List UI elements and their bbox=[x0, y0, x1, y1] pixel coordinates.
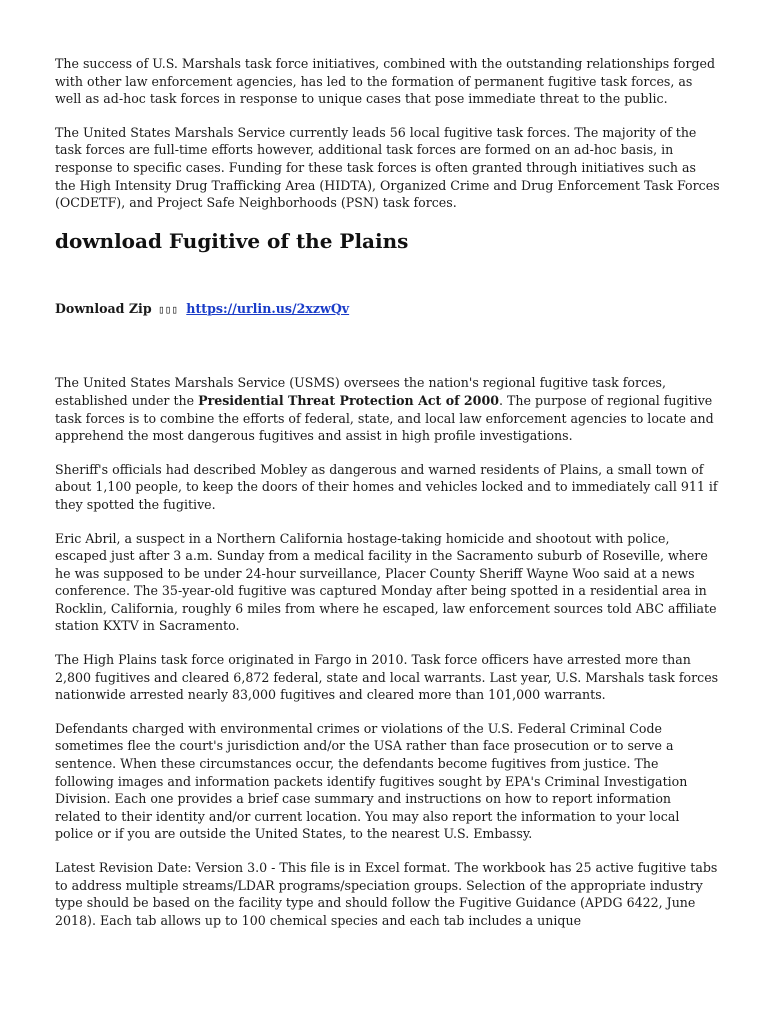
spacer bbox=[55, 318, 720, 374]
body-paragraph-mobley: Sheriff's officials had described Mobley as dangerous and warned residents of Plains, a small town of about 1,100 people, to keep the doors of their homes and vehicles locked and to immediately call 911 if they spotted the fugitive. bbox=[55, 461, 718, 512]
intro-paragraph-1: The success of U.S. Marshals task force initiatives, combined with the outstanding relationships forged with other law enforcement agencies, has led to the formation of permanent fugitive task forces, as well as ad-hoc task forces in response to unique cases that pose immediate threat to the public. bbox=[55, 56, 716, 107]
body-paragraph-epa: Defendants charged with environmental crimes or violations of the U.S. Federal Criminal Code sometimes flee the court's jurisdiction and/or the USA rather than face prosecution or to serve a sentence. When these circumstances occur, the defendants become fugitives from justice. The following images and information packets identify fugitives sought by EPA's Criminal Investigation Division. Each one provides a brief case summary and instructions on how to report information related to their identity and/or current location. You may also report the information to your local police or if you are outside the United States, to the nearest U.S. Embassy. bbox=[55, 720, 688, 842]
usms-text-start: The United States Marshals Service (USMS) oversees the nation's regional fugitive task forces, established under the bbox=[55, 375, 666, 408]
page-heading: download Fugitive of the Plains bbox=[55, 228, 409, 253]
body-paragraph-high-plains: The High Plains task force originated in Fargo in 2010. Task force officers have arrested more than 2,800 fugitives and cleared 6,872 federal, state and local warrants. Last year, U.S. Marshals task forces nationwide arrested nearly 83,000 fugitives and cleared more than 101,000 warrants. bbox=[55, 652, 719, 703]
intro-paragraph-2: The United States Marshals Service currently leads 56 local fugitive task forces. The majority of the task forces are full-time efforts however, additional task forces are formed on an ad-hoc basis, in response to specific cases. Funding for these task forces is often granted through initiatives such as the High Intensity Drug Trafficking Area (HIDTA), Organized Crime and Drug Enforcement Task Forces (OCDETF), and Project Safe Neighborhoods (PSN) task forces. bbox=[55, 124, 720, 211]
body-paragraph-usms bbox=[55, 374, 720, 444]
download-label: Download Zip bbox=[55, 300, 152, 316]
body-paragraph-abril: Eric Abril, a suspect in a Northern California hostage-taking homicide and shootout with police, escaped just after 3 a.m. Sunday from a medical facility in the Sacramento suburb of Roseville, where he was supposed to be under 24-hour surveillance, Placer County Sheriff Wayne Woo said at a news conference. The 35-year-old fugitive was captured Monday after being spotted in a residential area in Rocklin, California, roughly 6 miles from where he escaped, law enforcement sources told ABC affiliate station KXTV in Sacramento. bbox=[55, 530, 717, 634]
act-name-bold: Presidential Threat Protection Act of 2000 bbox=[198, 392, 499, 408]
document-page bbox=[55, 55, 720, 945]
download-link[interactable]: https://urlin.us/2xzwQv bbox=[186, 300, 350, 316]
usms-text-end: . The purpose of regional fugitive task forces is to combine the efforts of federal, state, and local law enforcement agencies to locate and apprehend the most dangerous fugitives and assist in high profile investigations. bbox=[55, 392, 714, 444]
body-paragraph-revision: Latest Revision Date: Version 3.0 - This file is in Excel format. The workbook has 25 active fugitive tabs to address multiple streams/LDAR programs/speciation groups. Selection of the appropriate industry type should be based on the facility type and should follow the Fugitive Guidance (APDG 6422, June 2018). Each tab allows up to 100 chemical species and each tab includes a unique bbox=[55, 860, 718, 928]
placeholder-glyphs: ▯▯▯ bbox=[158, 302, 178, 316]
download-line bbox=[55, 300, 720, 319]
